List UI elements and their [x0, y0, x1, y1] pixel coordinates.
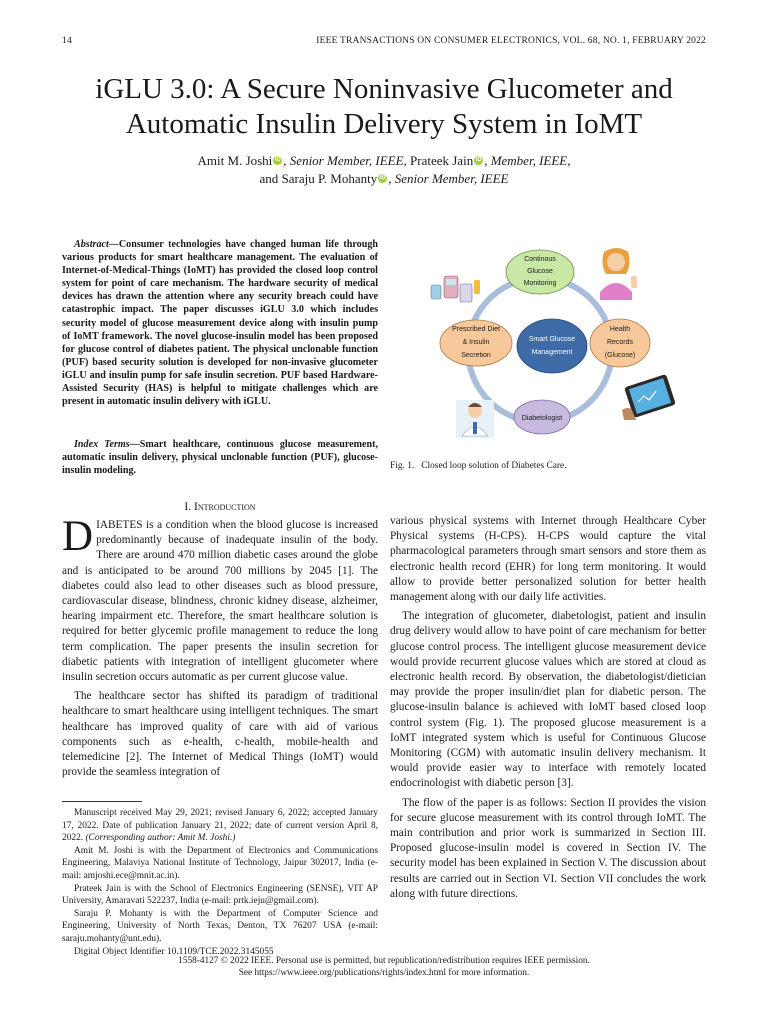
orcid-icon[interactable]: iD [379, 175, 386, 181]
author-line-1 [0, 152, 768, 170]
footnote-manuscript: Manuscript received May 29, 2021; revised January 6, 2022; accepted January 17, 2022. Date of publication January 21, 2022; date of current version April 8, 2022. [62, 808, 378, 844]
figure-caption [390, 461, 706, 471]
title-line-1: iGLU 3.0: A Secure Noninvasive Glucometer and [95, 73, 673, 105]
figure-label: Fig. 1. [390, 461, 415, 471]
author-2-name: Prateek Jain [410, 153, 474, 168]
node-right-line-3: (Glucose) [604, 352, 636, 359]
index-terms-text: —Smart healthcare, continuous glucose measurement, automatic insulin delivery, physical unclonable function (PUF), glucose-insulin modeling. [62, 439, 378, 477]
copyright-line-1: 1558-4127 © 2022 IEEE. Personal use is permitted, but republication/redistribution requires IEEE permission. [178, 956, 590, 966]
orcid-icon[interactable]: iD [475, 157, 482, 163]
intro-paragraph-2: The healthcare sector has shifted its paradigm of traditional healthcare to smart healthcare using intelligent techniques. The smart healthcare has improved quality of care with aid of various components such as e-health, c-health, mobile-health and telemedicine [2]. The Internet of Medical Things (IoMT) would provide the seamless integration of [62, 690, 378, 779]
abstract-text: —Consumer technologies have changed human life through various products for smart healthcare management. The evaluation of Internet-of-Medical-Things (IoMT) has provided the closed loop control system for point of care mechanism. The hardware security of medical devices has drawn the attention where any security breach could have catastrophic impact. The paper discusses iGLU 3.0 which includes security model of glucose measurement device along with insulin pump of IoMT framework. The novel glucose-insulin model has been proposed for glucose control of diabetes patient. The physical unclonable function (PUF) based security solution is developed for non-invasive glucometer iGLU and insulin pump for safe insulin secretion. PUF based Hardware-Assisted Security (HAS) is helpful to mitigate challenges which are present in automatic insulin delivery with iGLU. [62, 239, 378, 408]
glucometer-device-icon [431, 276, 480, 302]
drop-cap: D [62, 513, 94, 560]
author-list [0, 152, 768, 188]
author-3-name: and Saraju P. Mohanty [259, 171, 378, 186]
orcid-icon[interactable]: iD [274, 157, 281, 163]
intro-left-column [62, 513, 378, 780]
node-smart-glucose-management [517, 319, 587, 373]
footnotes [62, 807, 378, 958]
author-line-2 [0, 170, 768, 188]
tablet-health-app-icon [622, 374, 676, 420]
intro-paragraph-1: is a condition when the blood glucose is increased predominantly because of inadequate insulin of the body. There are around 470 million diabetic cases around the globe and is anticipated to be around 700 millions by 2045 [1]. The diabetes could also lead to other diseases such as blood pressure, cardiovascular disease, blindness, chronic kidney disease, alzheimer, hearing impairment etc. Therefore, the smart healthcare solution is required for better glycemic profile management to reduce the long term complication. The paper presents the insulin secretion for diabetic patients with integration of intelligent glucometer where insulin secretion occurs automatic as per current glucose value. [62, 519, 378, 684]
intro-right-column [390, 514, 706, 902]
index-terms-label: Index Terms [74, 439, 130, 450]
index-terms [62, 438, 378, 477]
intro-right-paragraph-1: various physical systems with Internet through Healthcare Cyber Physical systems (H-CPS). H-CPS would capture the vital pharmacological parameters through smart sensors and store them as electronic health record (EHR) for long term monitoring. It would allow to provide better personalized solution for better health management along with our daily life activities. [390, 515, 706, 604]
node-left-line-2: & Insulin [462, 339, 490, 346]
figure-1-diagram [390, 240, 706, 456]
footnote-corresponding: (Corresponding author: Amit M. Joshi.) [83, 833, 236, 844]
footnote-divider [62, 801, 142, 802]
footnote-author-3: Saraju P. Mohanty is with the Department of Computer Science and Engineering, University of North Texas, Denton, TX 76207 USA (e-mail: saraju.mohanty@unt.edu). [62, 908, 378, 944]
node-top-line-3: Monitoring [523, 280, 557, 287]
intro-first-word: IABETES [96, 519, 143, 531]
figure-caption-text: Closed loop solution of Diabetes Care. [421, 461, 567, 471]
node-right-line-2: Records [606, 339, 634, 346]
author-1-role: , Senior Member, IEEE, [283, 153, 407, 168]
author-1-name: Amit M. Joshi [197, 153, 273, 168]
journal-header: IEEE TRANSACTIONS ON CONSUMER ELECTRONICS, VOL. 68, NO. 1, FEBRUARY 2022 [316, 36, 706, 46]
intro-right-paragraph-3: The flow of the paper is as follows: Section II provides the vision for secure glucose measurement with its control through IoMT. The main contribution and prior work is summarized in Section III. Proposed glucose-insulin model is covered in Section IV. The security model has been explained in Section V. The discussion about results are carried out in Section VI. Section VII concludes the work along with future directions. [390, 796, 706, 900]
node-top-line-2: Glucose [527, 268, 553, 275]
intro-right-paragraph-2: The integration of glucometer, diabetologist, patient and insulin drug delivery would allow to have point of care mechanism for better glucose control process. The intelligent glucose measurement device would provide recurrent glucose values which are stored at cloud as electronic health record. By observation, the diabetologist/dietician may provide the proper insulin/diet plan for diabetic person. The glucose-insulin balance is achieved with IoMT based closed loop control system (Fig. 1). The proposed glucose measurement is a IoMT integrated system which is useful for Continuous Glucose Monitoring (CGM) with automatic insulin delivery mechanism. It would provide easier way to interface with remotely located endocrinologist with diabetic person [3]. [390, 610, 706, 790]
patient-woman-icon [600, 248, 637, 300]
node-top-line-1: Continous [524, 256, 556, 263]
section-number: I. [184, 501, 192, 513]
section-heading [62, 501, 378, 513]
node-left-line-1: Prescribed Diet [452, 326, 500, 333]
page-number: 14 [62, 36, 72, 46]
author-3-role: , Senior Member, IEEE [388, 171, 509, 186]
node-center-line-2: Management [531, 349, 573, 356]
node-center-line-1: Smart Glucose [528, 336, 576, 343]
node-right-line-1: Health [609, 326, 631, 333]
node-bottom-label: Diabetologist [521, 415, 563, 422]
doctor-icon [456, 400, 494, 438]
copyright-line-2: See https://www.ieee.org/publications/rights/index.html for more information. [238, 968, 530, 978]
author-2-role: , Member, IEEE, [484, 153, 571, 168]
abstract [62, 238, 378, 408]
section-title: Introduction [193, 501, 256, 513]
footnote-author-2: Prateek Jain is with the School of Electronics Engineering (SENSE), VIT AP University, Amaravati 522237, India (e-mail: prtk.ieju@gmail.com). [62, 883, 378, 907]
abstract-label: Abstract [74, 239, 109, 250]
footnote-author-1: Amit M. Joshi is with the Department of Electronics and Communications Engineering, Malaviya National Institute of Technology, Jaipur 302017, India (e-mail: amjoshi.ece@mnit.ac.in). [62, 845, 378, 881]
footnote-doi: Digital Object Identifier 10.1109/TCE.2022.3145055 [74, 946, 274, 957]
paper-title [0, 72, 768, 142]
node-left-line-3: Secretion [461, 352, 491, 359]
copyright-notice [0, 955, 768, 979]
title-line-2: Automatic Insulin Delivery System in IoMT [125, 108, 643, 140]
